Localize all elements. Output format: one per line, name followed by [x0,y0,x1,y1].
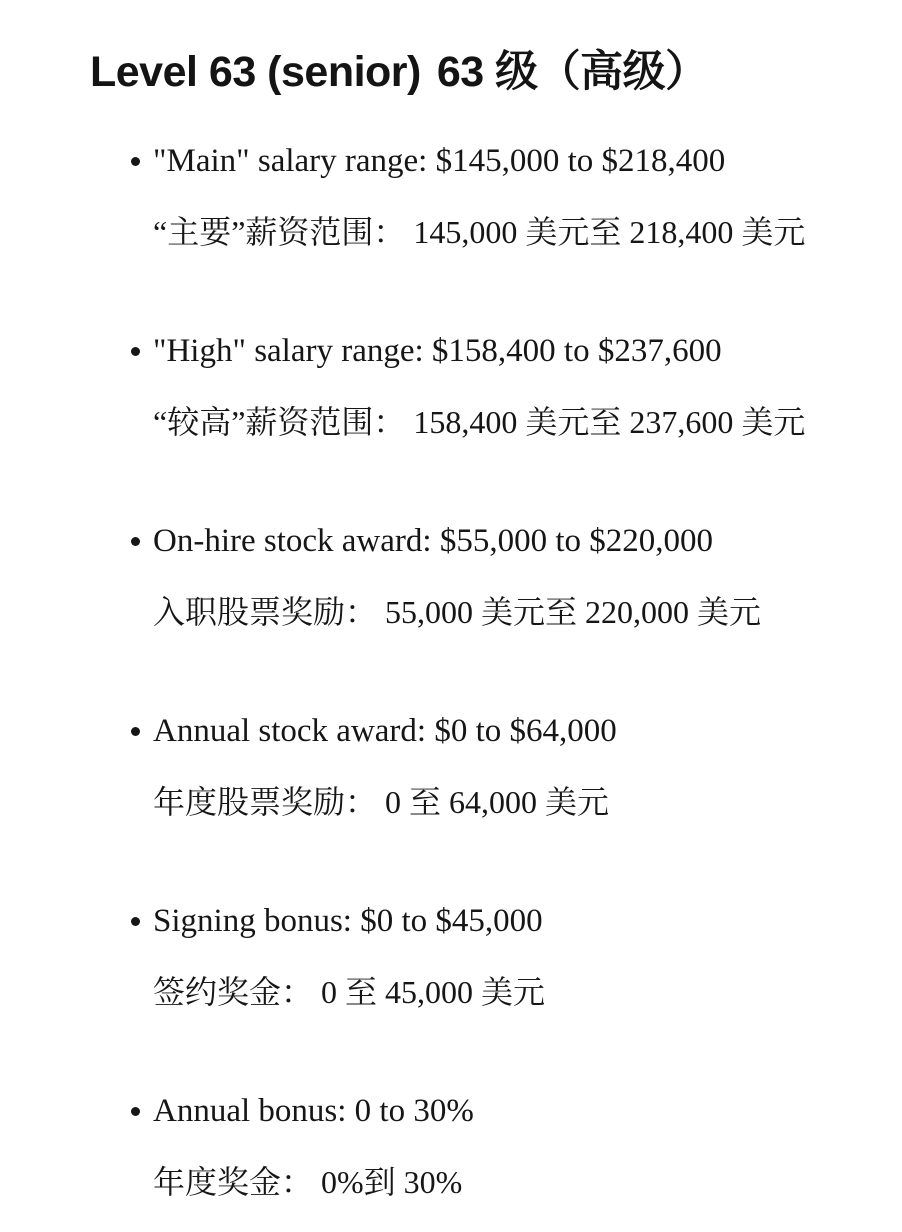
page-title-english: Level 63 (senior) [90,48,421,96]
list-item-high-salary [90,329,866,444]
benefit-text-english: Annual stock award: $0 to $64,000 [153,713,617,749]
benefit-text-english: On-hire stock award: $55,000 to $220,000 [153,523,713,559]
bullet-icon [131,537,140,546]
bullet-icon [131,1107,140,1116]
benefit-text-chinese: “较高”薪资范围： 158,400 美元至 237,600 美元 [153,404,806,440]
bullet-icon [131,727,140,736]
benefit-text-chinese: 入职股票奖励： 55,000 美元至 220,000 美元 [153,594,762,630]
list-item-main-salary [90,139,866,254]
bullet-icon [131,157,140,166]
page-title [90,46,866,99]
list-item-annual-bonus [90,1089,866,1204]
benefit-text-english: "Main" salary range: $145,000 to $218,400 [153,143,726,179]
bullet-icon [131,347,140,356]
bullet-icon [131,917,140,926]
list-item-onhire-stock [90,519,866,634]
benefit-text-chinese: 年度奖金： 0%到 30% [153,1164,463,1200]
benefit-list [90,139,866,1204]
list-item-annual-stock [90,709,866,824]
benefit-text-chinese: 年度股票奖励： 0 至 64,000 美元 [153,784,610,820]
benefit-text-english: "High" salary range: $158,400 to $237,600 [153,333,722,369]
benefit-text-english: Annual bonus: 0 to 30% [153,1093,474,1129]
list-item-signing-bonus [90,899,866,1014]
benefit-text-english: Signing bonus: $0 to $45,000 [153,903,543,939]
page-title-chinese: 63 级（高级） [436,48,708,96]
benefit-text-chinese: 签约奖金： 0 至 45,000 美元 [153,974,546,1010]
benefit-text-chinese: “主要”薪资范围： 145,000 美元至 218,400 美元 [153,214,806,250]
